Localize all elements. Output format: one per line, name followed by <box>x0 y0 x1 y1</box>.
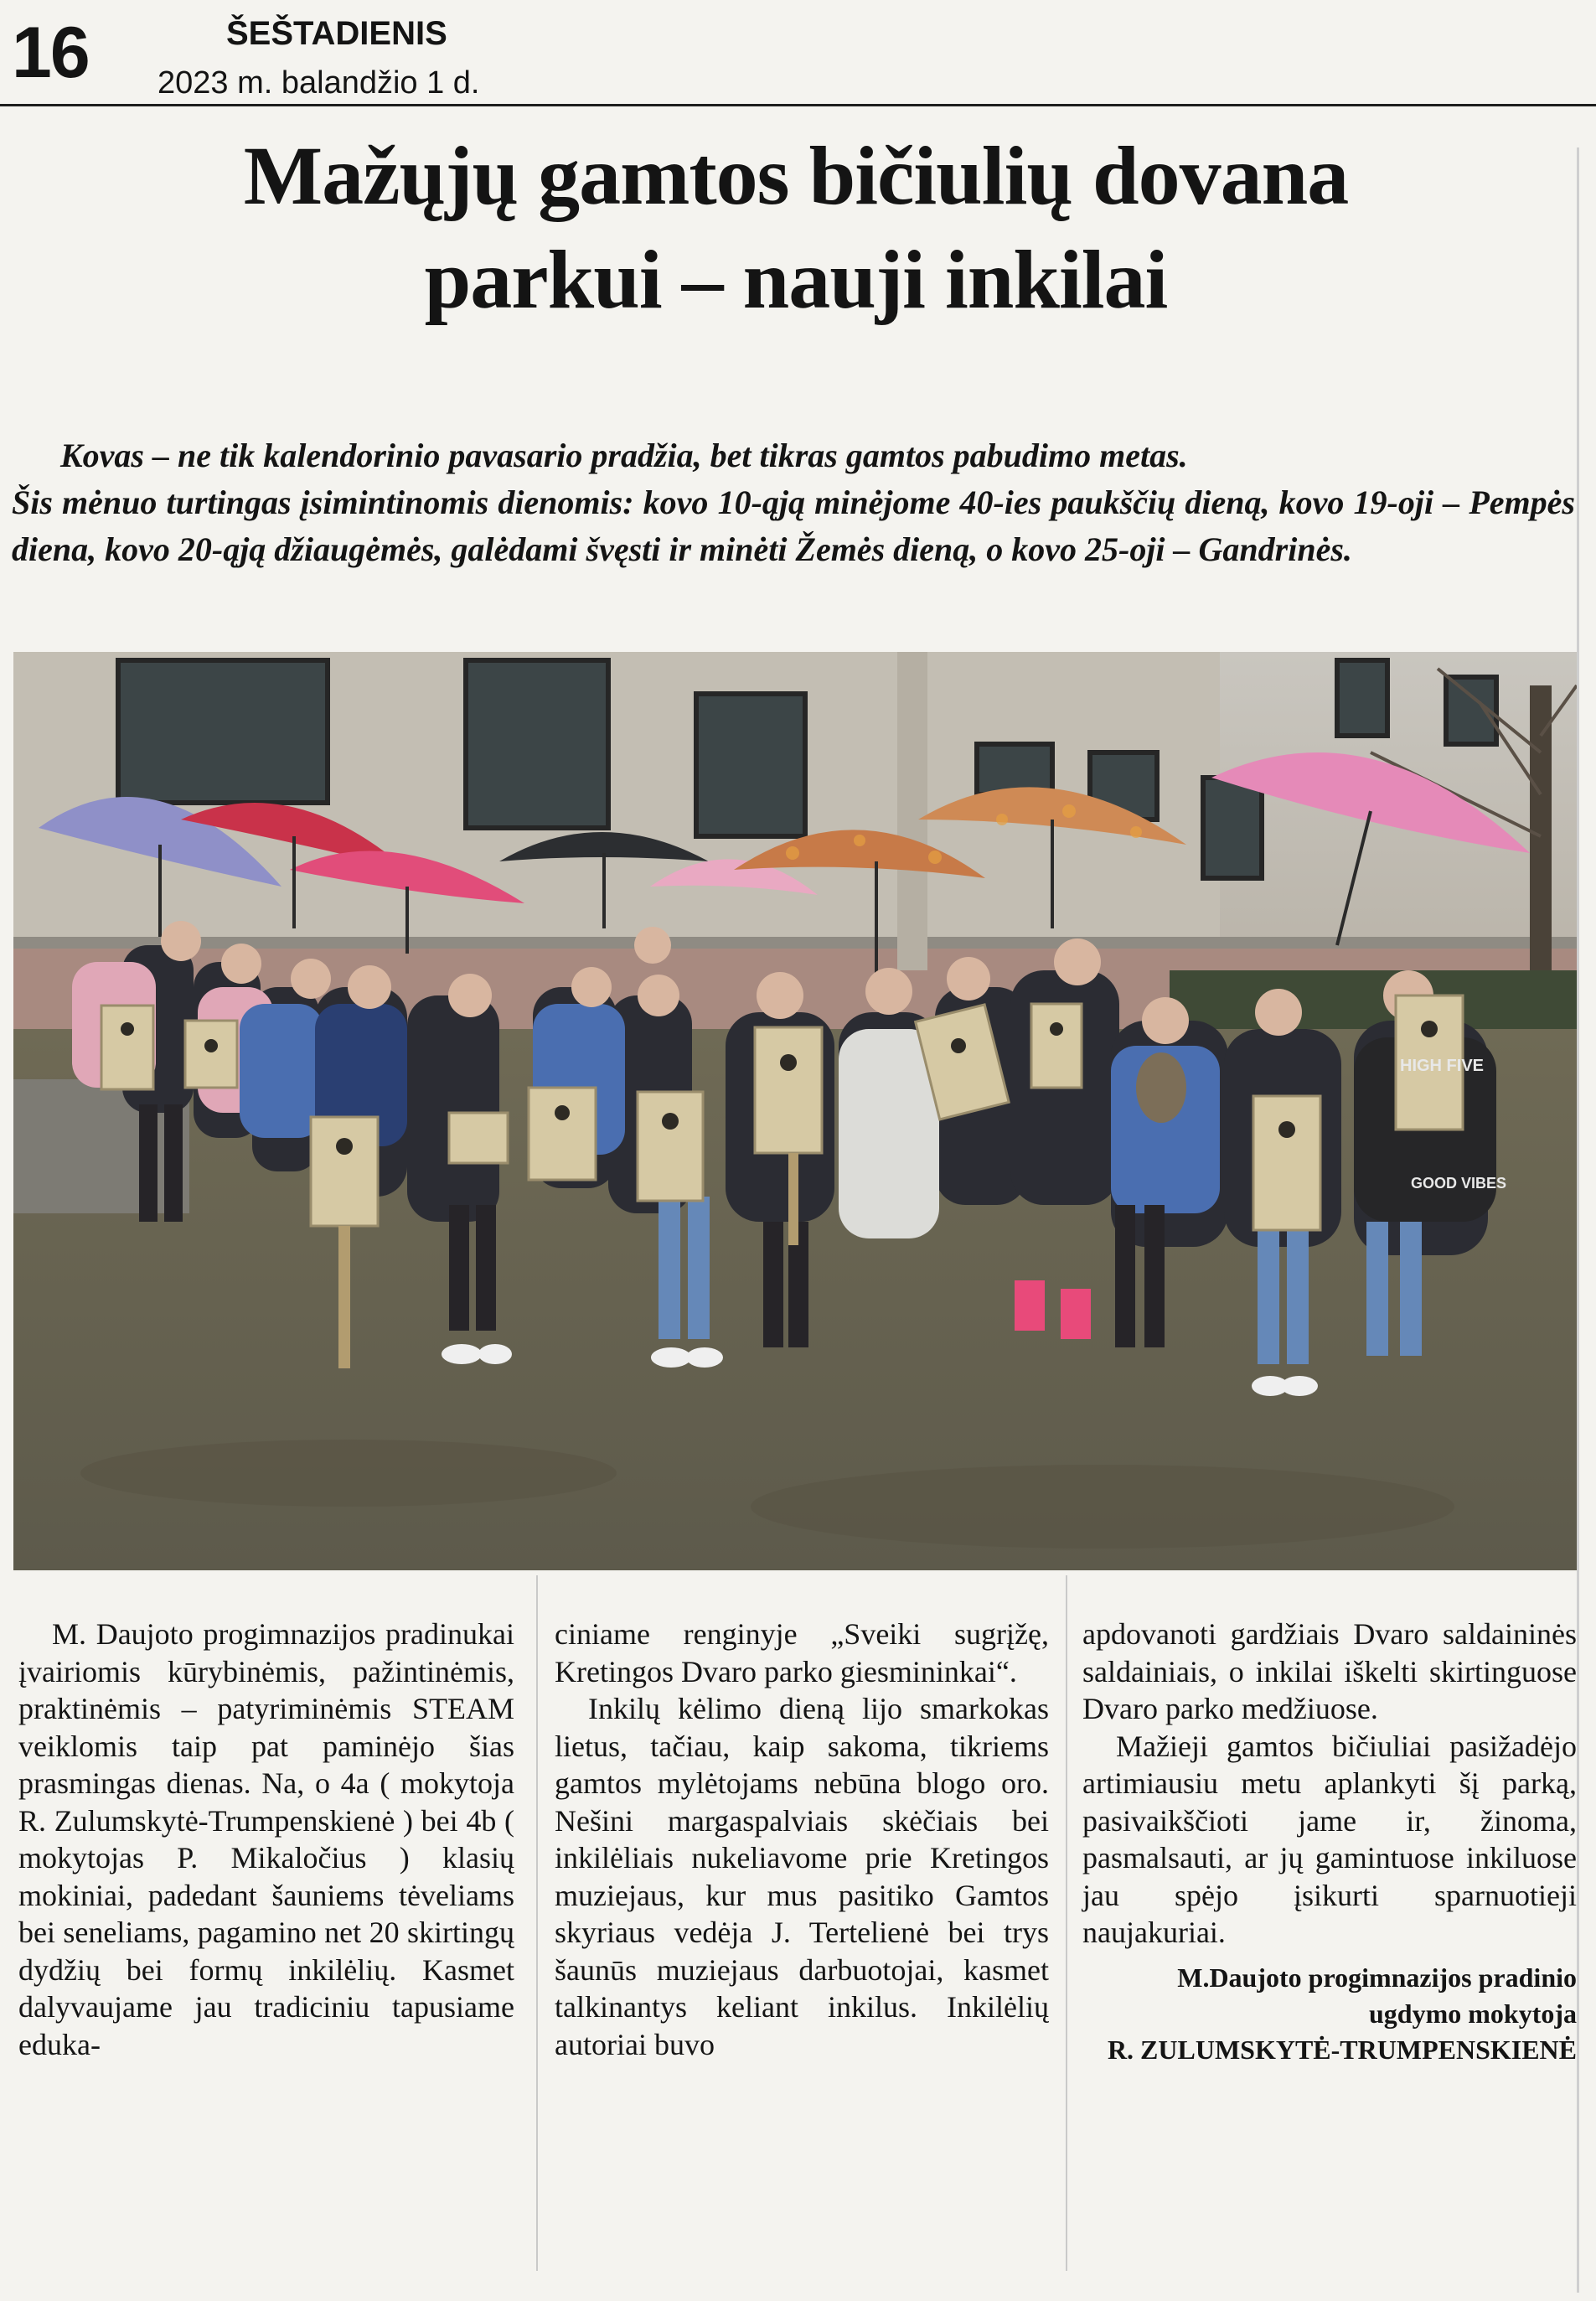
page-number: 16 <box>12 13 89 93</box>
article-photo <box>13 652 1577 1570</box>
article-column-1 <box>18 1616 514 2063</box>
headline-line-2: parkui – nauji inkilai <box>424 233 1168 326</box>
article-headline <box>0 124 1592 332</box>
author-name: R. ZULUMSKYTĖ-TRUMPENSKIENĖ <box>1107 2034 1577 2065</box>
column-divider-1 <box>536 1575 538 2271</box>
lead-rest: Šis mėnuo turtingas įsimintinomis dienomis: kovo 10-ąją minėjome 40-ies paukščių dieną, kovo 19-oji – Pempės diena, kovo 20-ąją džiaugėmės, galėdami švęsti ir minėti Žemės dieną, o kovo 25-oji – Gandrinės. <box>12 483 1575 568</box>
paragraph-2-continued: apdovanoti gardžiais Dvaro saldaininės saldainiais, o inkilai iškelti skirtinguose Dvaro parko medžiuose. <box>1082 1617 1577 1725</box>
author-signature <box>1082 1960 1577 2068</box>
shirt-print-text: HIGH FIVE <box>1400 1057 1485 1075</box>
headline-line-1: Mažųjų gamtos bičiulių dovana <box>243 129 1349 222</box>
author-position: M.Daujoto progimnazijos pradinio ugdymo mokytoja <box>1177 1962 1577 2029</box>
article-column-2 <box>555 1616 1049 2063</box>
right-margin-divider <box>1577 147 1579 2293</box>
column-divider-2 <box>1066 1575 1067 2271</box>
sweater-print-text: GOOD VIBES <box>1411 1175 1507 1192</box>
paragraph-1-continued: ciniame renginyje „Sveiki sugrįžę, Kretingos Dvaro parko giesmininkai“. <box>555 1617 1049 1688</box>
header-divider <box>0 104 1596 106</box>
issue-date: 2023 m. balandžio 1 d. <box>158 65 480 101</box>
article-column-3 <box>1082 1616 1577 2068</box>
paragraph-3: Mažieji gamtos bičiuliai pasižadėjo artimiausiu metu aplankyti šį parką, pasivaikščioti jame ir, žinoma, pasmalsauti, ar jų gamintuose inkiluose jau spėjo įsikurti sparnuotieji naujakuriai. <box>1082 1729 1577 1949</box>
paragraph-2: Inkilų kėlimo dieną lijo smarkokas lietus, tačiau, kaip sakoma, tikriems gamtos mylėtojams nebūna blogo oro. Nešini margaspalviais skėčiais bei inkilėliais nukeliavome prie Kretingos muziejaus, kur mus pasitiko Gamtos skyriaus vedėja J. Tertelienė bei trys šaunūs muziejaus darbuotojai, kasmet talkinantys keliant inkilus. Inkilėlių autoriai buvo <box>555 1692 1049 2061</box>
lead-line-1: Kovas – ne tik kalendorinio pavasario pradžia, bet tikras gamtos pabudimo metas. <box>60 437 1188 474</box>
paragraph-1: M. Daujoto progimnazijos pradinukai įvairiomis kūrybinėmis, pažintinėmis, praktinėmis – patyriminėmis STEAM veiklomis taip pat paminėjo šias prasmingas dienas. Na, o 4a ( mokytoja R. Zulumskytė-Trumpenskienė ) bei 4b ( mokytojas P. Mikaločius ) klasių mokiniai, padedant šauniems tėveliams bei seneliams, pagamino net 20 skirtingų dydžių bei formų inkilėlių. Kasmet dalyvaujame jau tradiciniu tapusiame eduka- <box>18 1617 514 2061</box>
day-name: ŠEŠTADIENIS <box>226 15 447 52</box>
article-lead <box>12 432 1575 573</box>
